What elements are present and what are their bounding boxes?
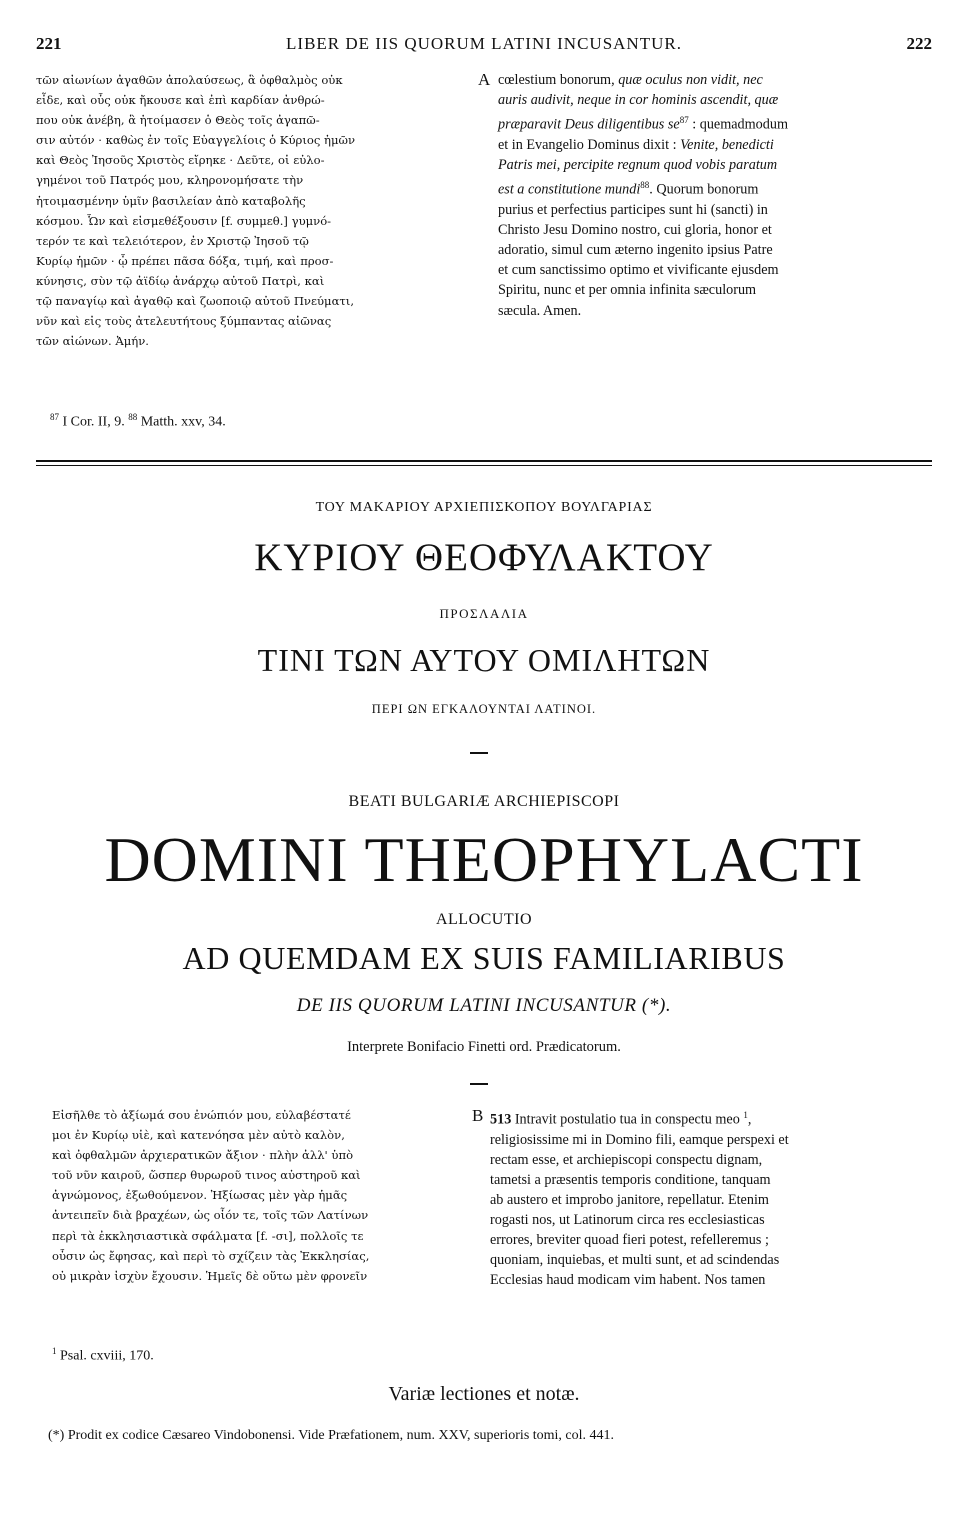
text-line: γημένοι τοῦ Πατρός μου, κληρονομήσατε τὴν: [36, 173, 304, 188]
text-line: ἀντειπεῖν διὰ βραχέων, ὡς οἷόν τε, τοῖς τῶν Λατίνων: [52, 1208, 369, 1223]
text-line: νῦν καὶ εἰς τοὺς ἀτελευτήτους ξύμπαντας αἰῶνας: [36, 314, 332, 329]
footnote-ref: 87: [679, 115, 689, 126]
text-line: ἡτοιμασμένην ὑμῖν βασιλείαν ἀπὸ καταβολῆς: [36, 193, 306, 208]
greek-subject: ΠΕΡΙ ΩΝ ΕΓΚΑΛΟΥΝΤΑΙ ΛΑΤΙΝΟΙ.: [371, 702, 597, 716]
latin-column-bottom: [490, 1105, 920, 1291]
running-title: LIBER DE IIS QUORUM LATINI INCUSANTUR.: [286, 34, 682, 53]
text-line: οὖσιν ὡς ἔφησας, καὶ περὶ τὸ σχίζειν τὰς Ἐκκλησίας,: [52, 1248, 370, 1263]
latin-lines-bottom: [490, 1130, 920, 1291]
column-marker-b: B: [472, 1106, 484, 1125]
latin-author-title: DOMINI THEOPHYLACTI: [104, 824, 864, 895]
text-line: tametsi a præsentis temporis conditione, tanquam: [490, 1172, 771, 1189]
latin-superscription: BEATI BULGARIÆ ARCHIEPISCOPI: [348, 793, 620, 810]
text-line: errores, breviter quoad fieri potest, refelleremus ;: [490, 1232, 769, 1249]
text-line: Ecclesias haud modicam vim habent. Nos tamen: [490, 1272, 766, 1289]
text-line: Κυρίῳ ἡμῶν · ᾧ πρέπει πᾶσα δόξα, τιμή, καὶ προσ-: [36, 253, 334, 268]
divider-rule-thin: [36, 465, 932, 466]
separator-dash: [470, 1083, 488, 1085]
latin-line: auris audivit, neque in cor hominis ascendit, quæ: [498, 92, 779, 109]
latin-work-type: ALLOCUTIO: [435, 911, 533, 928]
footnote-ref: 88: [640, 180, 650, 191]
greek-work-type: ΠΡΟΣΛΑΛΙΑ: [439, 606, 529, 621]
text-line: τοῦ νῦν καιροῦ, ὥσπερ θυρωροῦ τινος αὐστηροῦ καὶ: [52, 1168, 361, 1183]
text-line: ἀγνώμονος, ἐξωθούμενον. Ἠξίωσας μὲν γὰρ ἡμᾶς: [52, 1188, 348, 1203]
latin-column-top: [498, 70, 928, 321]
text-line: religiosissime mi in Domino fili, eamque perspexi et: [490, 1131, 789, 1148]
latin-line: et in Evangelio Dominus dixit : Venite, benedicti: [498, 137, 774, 154]
greek-column-top: [36, 70, 472, 351]
text-line: οὐ μικρὰν ἰσχὺν ἔχουσιν. Ἡμεῖς δὲ οὕτω μὲν φρονεῖν: [52, 1268, 368, 1283]
greek-column-bottom: [52, 1105, 470, 1286]
text-line: τῶν αἰωνίων ἀγαθῶν ἀπολαύσεως, ἃ ὀφθαλμὸς οὐκ: [36, 73, 343, 87]
text-line: rogasti nos, ut Latinorum circa res ecclesiasticas: [490, 1212, 765, 1229]
latin-line: 513 Intravit postulatio tua in conspectu meo $^1$,: [490, 1110, 752, 1128]
latin-line: Christo Jesu Domino nostro, cui gloria, honor et: [498, 222, 772, 239]
latin-subject: DE IIS QUORUM LATINI INCUSANTUR (*).: [296, 995, 672, 1016]
latin-line: adoratio, simul cum æterno ingenito ipsius Patre: [498, 242, 773, 259]
separator-dash: [470, 752, 488, 754]
latin-line: Spiritu, nunc et per omnia infinita sæculorum: [498, 282, 757, 299]
footnote-bottom: $^1$ Psal. cxviii, 170.: [52, 1346, 154, 1364]
text-line: ab austero et improbo janitore, repellatur. Etenim: [490, 1192, 769, 1209]
latin-line: præparavit Deus diligentibus $se^{87}$ : quemadmodum: [498, 115, 788, 133]
text-line: rectam esse, et archiepiscopi conspectu dignam,: [490, 1151, 763, 1168]
text-line: σιν αὐτόν · καθὼς ἐν τοῖς Εὐαγγελίοις ὁ Κύριος ἡμῶν: [36, 133, 356, 148]
text-line: καὶ ὀφθαλμῶν ἀρχιερατικῶν ἄξιον · πλὴν ἀλλ' ὑπὸ: [52, 1148, 354, 1163]
divider-rule: [36, 460, 932, 462]
text-line: κόσμου. Ὧν καὶ εἰσμεθέξουσιν [f. συμμεθ.] γυμνό-: [36, 213, 332, 228]
translator-credit: Interprete Bonifacio Finetti ord. Prædicatorum.: [347, 1039, 621, 1055]
latin-recipient: AD QUEMDAM EX SUIS FAMILIARIBUS: [182, 940, 786, 976]
text-line: καὶ Θεὸς Ἰησοῦς Χριστὸς εἴρηκε · Δεῦτε, οἱ εὐλο-: [36, 153, 325, 168]
text-line: τερόν τε καὶ τελειότερον, ἐν Χριστῷ Ἰησοῦ τῷ: [36, 233, 309, 248]
latin-line: est a constitutione mundi$^{88}$. Quorum bonorum: [498, 180, 759, 198]
column-marker-a: A: [478, 70, 491, 89]
latin-line: purius et perfectius participes sunt hi (sancti) in: [498, 202, 768, 219]
notes-heading: Variæ lectiones et notæ.: [388, 1383, 580, 1405]
text-line: Εἰσῆλθε τὸ ἀξίωμά σου ἐνώπιόν μου, εὐλαβέστατέ: [52, 1108, 351, 1122]
text-line: περὶ τὰ ἐκκλησιαστικὰ σφάλματα [f. -σι], πολλοῖς τε: [52, 1228, 364, 1243]
latin-line: cœlestium bonorum, quæ oculus non vidit, nec: [498, 72, 763, 88]
text-line: εἶδε, καὶ οὖς οὐκ ἤκουσε καὶ ἐπὶ καρδίαν ἀνθρώ-: [36, 93, 325, 108]
greek-superscription: ΤΟΥ ΜΑΚΑΡΙΟΥ ΑΡΧΙΕΠΙΣΚΟΠΟΥ ΒΟΥΛΓΑΡΙΑΣ: [315, 500, 653, 515]
footnotes-top: $^{87}$ I Cor. II, 9. $^{88}$ Matth. xxv, 34.: [50, 412, 226, 430]
latin-line: sæcula. Amen.: [498, 302, 582, 319]
text-line: κύνησις, σὺν τῷ ἀϊδίῳ ἀνάρχῳ αὐτοῦ Πατρὶ, καὶ: [36, 273, 325, 288]
footnote-ref: 1: [743, 1110, 748, 1120]
greek-author-title: ΚΥΡΙΟΥ ΘΕΟΦΥΛΑΚΤΟΥ: [254, 536, 714, 579]
greek-recipient: ΤΙΝΙ ΤΩΝ ΑΥΤΟΥ ΟΜΙΛΗΤΩΝ: [257, 642, 711, 678]
text-line: τῶν αἰώνων. Ἀμήν.: [36, 334, 149, 349]
text-line: quoniam, inquiebas, et multi sunt, et ad scindendas: [490, 1252, 780, 1269]
running-header: [36, 34, 932, 58]
text-line: τῷ παναγίῳ καὶ ἀγαθῷ καὶ ζωοποιῷ αὐτοῦ Πνεύματι,: [36, 294, 355, 309]
column-number: 513: [490, 1111, 512, 1128]
text-line: που οὐκ ἀνέβη, ἃ ἡτοίμασεν ὁ Θεὸς τοῖς ἀγαπῶ-: [36, 113, 320, 128]
text-line: μοι ἐν Κυρίῳ υἱὲ, καὶ κατενόησα μὲν αὐτὸ καλὸν,: [52, 1128, 345, 1143]
page-number-right: 222: [906, 34, 932, 53]
latin-line: et cum sanctissimo optimo et vivificante ejusdem: [498, 262, 779, 279]
page-number-left: 221: [36, 34, 62, 53]
latin-line: Patris mei, percipite regnum quod vobis paratum: [498, 157, 778, 174]
notes-text: (*) Prodit ex codice Cæsareo Vindobonensi. Vide Præfationem, num. XXV, superioris tomi, col. 441.: [48, 1428, 615, 1443]
